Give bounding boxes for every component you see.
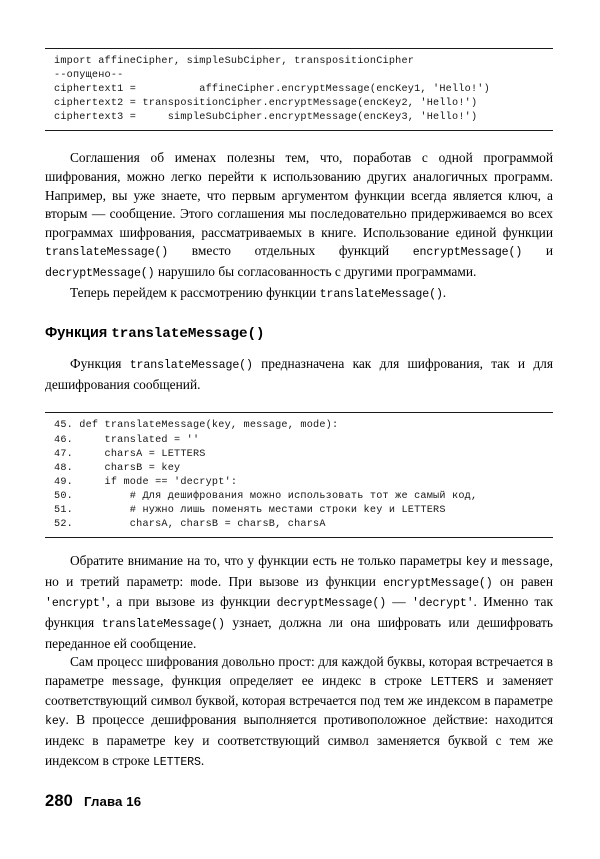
- paragraph-4-text-part-1: Обратите внимание на то, что у функции есть не только параметры: [70, 553, 466, 569]
- code-line-45: 45. def translateMessage(key, message, mode):: [54, 420, 339, 432]
- paragraph-4-text-part-8: . Именно так функция: [45, 594, 554, 630]
- paragraph-5-text-part-4: . В процессе дешифрования выполняется противоположное действие: находится индекс в параметре: [45, 711, 553, 748]
- inline-code-letters: LETTERS: [430, 675, 479, 689]
- code-line-48: 48. charsB = key: [54, 462, 181, 474]
- paragraph-4-text-part-7: —: [386, 594, 412, 610]
- code-block-imports: [45, 48, 553, 131]
- paragraph-5-text-part-3: и заменяет соответствующий символ буквой, которая встречается под тем же индексом в параметре: [45, 672, 554, 709]
- paragraph-1-text-part-1: Соглашения об именах полезны тем, что, поработав с одной программой шифрования, можно легко перейти к использованию других аналогичных программ. Например, вы уже знаете, что первым аргументом функции всегда является ключ, а вторым — сообщение. Этого соглашения мы последовательно придерживаемся во всех программах шифрования, рассматриваемых в книге. Использование единой функции: [45, 150, 553, 240]
- section-heading-translatemessage: [45, 324, 553, 343]
- paragraph-5-text-part-1: Сам процесс шифрования довольно прост: для каждой буквы, которая встречается в параметре: [45, 654, 553, 688]
- code-block-imports-line-1: import affineCipher, simpleSubCipher, transpositionCipher: [54, 56, 415, 67]
- inline-code-translatemessage-4: translateMessage(): [101, 617, 225, 631]
- inline-code-message: message: [501, 556, 550, 570]
- code-line-50: 50. # Для дешифрования можно использовать тот же самый код,: [54, 490, 478, 502]
- code-block-imports-line-4: ciphertext2 = transpositionCipher.encryptMessage(encKey2, 'Hello!'): [54, 98, 478, 110]
- paragraph-2-text-part-2: .: [442, 284, 447, 300]
- inline-code-key-3: key: [173, 735, 195, 749]
- paragraph-5-text-part-6: .: [200, 753, 205, 769]
- paragraph-4-text-part-5: он равен: [492, 573, 553, 589]
- paragraph-4-text-part-6: , а при вызове из функции: [106, 594, 277, 610]
- inline-code-letters-2: LETTERS: [152, 756, 201, 770]
- section-heading-mono: translateMessage(): [111, 326, 265, 343]
- inline-code-translatemessage: translateMessage(): [45, 246, 169, 260]
- inline-code-key-2: key: [45, 714, 66, 728]
- inline-code-message-2: message: [112, 675, 161, 689]
- paragraph-function-purpose: [45, 355, 553, 394]
- section-heading-prefix: Функция: [45, 325, 112, 342]
- inline-code-decryptmessage-2: decryptMessage(): [276, 597, 387, 611]
- paragraph-2-text-part-1: Теперь перейдем к рассмотрению функции: [70, 284, 320, 300]
- paragraph-4-text-part-2: и: [486, 553, 502, 569]
- inline-code-translatemessage-3: translateMessage(): [129, 359, 253, 373]
- code-line-52: 52. charsA, charsB = charsB, charsA: [54, 519, 326, 531]
- paragraph-3-text-part-2: предназначена как для шифрования, так и для дешифрования сообщений.: [45, 356, 553, 392]
- code-line-46: 46. translated = '': [54, 434, 200, 446]
- inline-code-encryptmessage-2: encryptMessage(): [383, 576, 493, 590]
- paragraph-5-text-part-2: , функция определяет ее индекс в строке: [160, 672, 431, 688]
- inline-code-encryptmessage: encryptMessage(): [412, 246, 523, 260]
- paragraph-4-text-part-4: . При вызове из функции: [217, 573, 384, 589]
- code-block-imports-line-3: ciphertext1 = affineCipher.encryptMessage(encKey1, 'Hello!'): [54, 84, 490, 96]
- inline-code-encrypt-literal: 'encrypt': [45, 597, 107, 611]
- inline-code-decrypt-literal: 'decrypt': [411, 597, 474, 611]
- inline-code-mode: mode: [190, 576, 218, 590]
- paragraph-1-text-part-2: вместо отдельных функций: [168, 243, 413, 259]
- paragraph-transition: [45, 284, 553, 305]
- page-number: 280: [45, 792, 74, 810]
- paragraph-5-text-part-5: и соответствующий символ заменяется буквой с тем же индексом в строке: [45, 732, 554, 769]
- paragraph-1-text-part-4: нарушило бы согласованность с другими программами.: [154, 264, 477, 280]
- paragraph-1-text-part-3: и: [522, 243, 554, 259]
- paragraph-4-text-part-9: узнает, должна ли она шифровать или дешифровать переданное ей сообщение.: [45, 614, 553, 651]
- paragraph-3-text-part-1: Функция: [70, 356, 130, 372]
- paragraph-mode-parameter: [45, 552, 553, 653]
- code-block-imports-line-5: ciphertext3 = simpleSubCipher.encryptMessage(encKey3, 'Hello!'): [54, 112, 478, 124]
- paragraph-encryption-process: [45, 653, 553, 773]
- code-line-51: 51. # нужно лишь поменять местами строки key и LETTERS: [54, 504, 446, 516]
- code-block-imports-line-2: --опущено--: [54, 70, 124, 82]
- code-line-47: 47. charsA = LETTERS: [54, 448, 206, 460]
- inline-code-key: key: [465, 556, 487, 570]
- paragraph-4-text-part-3: , но и третий параметр:: [45, 553, 553, 589]
- inline-code-translatemessage-2: translateMessage(): [319, 287, 443, 301]
- page-footer: [45, 792, 141, 811]
- code-line-49: 49. if mode == 'decrypt':: [54, 476, 238, 488]
- paragraph-naming-conventions: [45, 149, 553, 283]
- page-content: [45, 48, 553, 773]
- code-block-translatemessage: [45, 412, 553, 538]
- chapter-label: Глава 16: [84, 794, 142, 809]
- inline-code-decryptmessage: decryptMessage(): [45, 267, 155, 281]
